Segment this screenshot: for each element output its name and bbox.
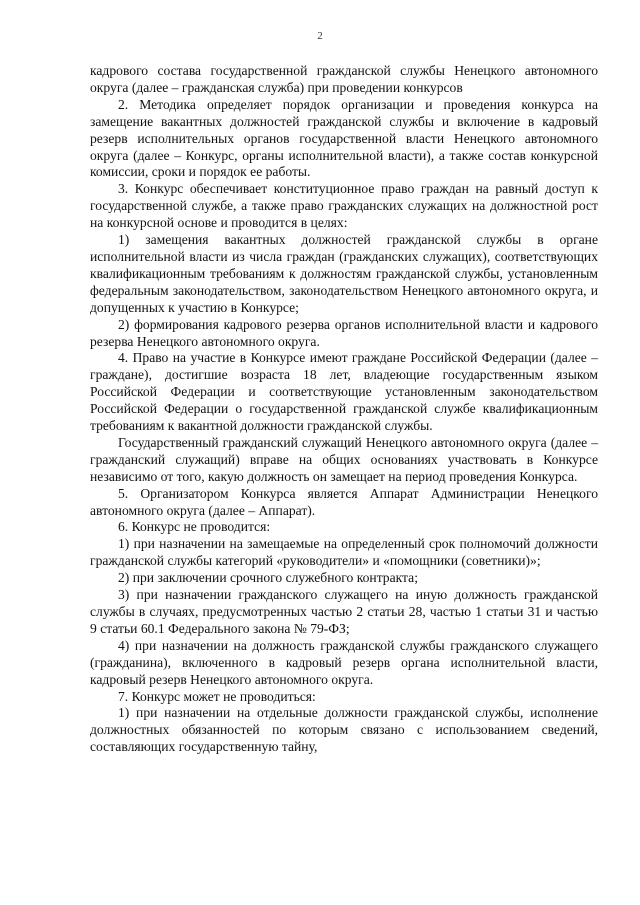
paragraph-3-item-2: 2) формирования кадрового резерва органов исполнительной власти и кадрового резерва Ненецкого автономного округа. bbox=[90, 316, 598, 349]
paragraph-4-continued: Государственный гражданский служащий Ненецкого автономного округа (далее – гражданский служащий) вправе на общих основаниях участвовать в Конкурсе независимо от того, какую должность он замещает на период проведения Конкурса. bbox=[90, 434, 598, 484]
paragraph-6-item-3: 3) при назначении гражданского служащего на иную должность гражданской службы в случаях, предусмотренных частью 2 статьи 28, частью 1 статьи 31 и частью 9 статьи 60.1 Федерального закона № 79-ФЗ; bbox=[90, 587, 598, 636]
paragraph-6: 6. Конкурс не проводится: bbox=[118, 519, 271, 535]
paragraph-continuation: кадрового состава государственной гражданской службы Ненецкого автономного округа (далее – гражданская служба) при проведении конкурсов bbox=[90, 63, 598, 95]
paragraph-6-item-4: 4) при назначении на должность гражданской службы гражданского служащего (гражданина), включенного в кадровый резерв органа исполнительной власти, кадровый резерв Ненецкого автономного округа. bbox=[90, 637, 598, 687]
paragraph-6-item-2: 2) при заключении срочного служебного контракта; bbox=[118, 570, 418, 586]
paragraph-6-item-1: 1) при назначении на замещаемые на определенный срок полномочий должности гражданской службы категорий «руководители» и «помощники (советники)»; bbox=[90, 536, 598, 569]
paragraph-7-item-1: 1) при назначении на отдельные должности гражданской службы, исполнение должностных обязанностей по которым связано с использованием сведений, составляющих государственную тайну, bbox=[90, 705, 598, 755]
paragraph-4: 4. Право на участие в Конкурсе имеют граждане Российской Федерации (далее – граждане), достигшие возраста 18 лет, владеющие государственным языком Российской Федерации и соответствующие установленным законодательством Российской Федерации о государственной гражданской службе квалификационным требованиям к вакантной должности гражданской службы. bbox=[90, 350, 598, 434]
page-number: 2 bbox=[317, 30, 323, 42]
paragraph-3-item-1: 1) замещения вакантных должностей гражданской службы в органе исполнительной власти из числа граждан (гражданских служащих), соответствующих квалификационным требованиям к должностям гражданской службы, установленным федеральным законодательством, законодательством Ненецкого автономного округа, и допущенных к участию в Конкурсе; bbox=[90, 232, 598, 315]
paragraph-2: 2. Методика определяет порядок организации и проведения конкурса на замещение вакантных должностей гражданской службы и включение в кадровый резерв исполнительных органов государственной власти Ненецкого автономного округа (далее – Конкурс, органы исполнительной власти), а также состав конкурсной комиссии, сроки и порядок ее работы. bbox=[90, 96, 598, 180]
document-body bbox=[90, 63, 598, 756]
paragraph-7: 7. Конкурс может не проводиться: bbox=[118, 688, 316, 704]
paragraph-3: 3. Конкурс обеспечивает конституционное право граждан на равный доступ к государственной службе, а также право гражданских служащих на должностной рост на конкурсной основе и проводится в целях: bbox=[90, 181, 598, 231]
paragraph-5: 5. Организатором Конкурса является Аппарат Администрации Ненецкого автономного округа (далее – Аппарат). bbox=[90, 485, 598, 518]
